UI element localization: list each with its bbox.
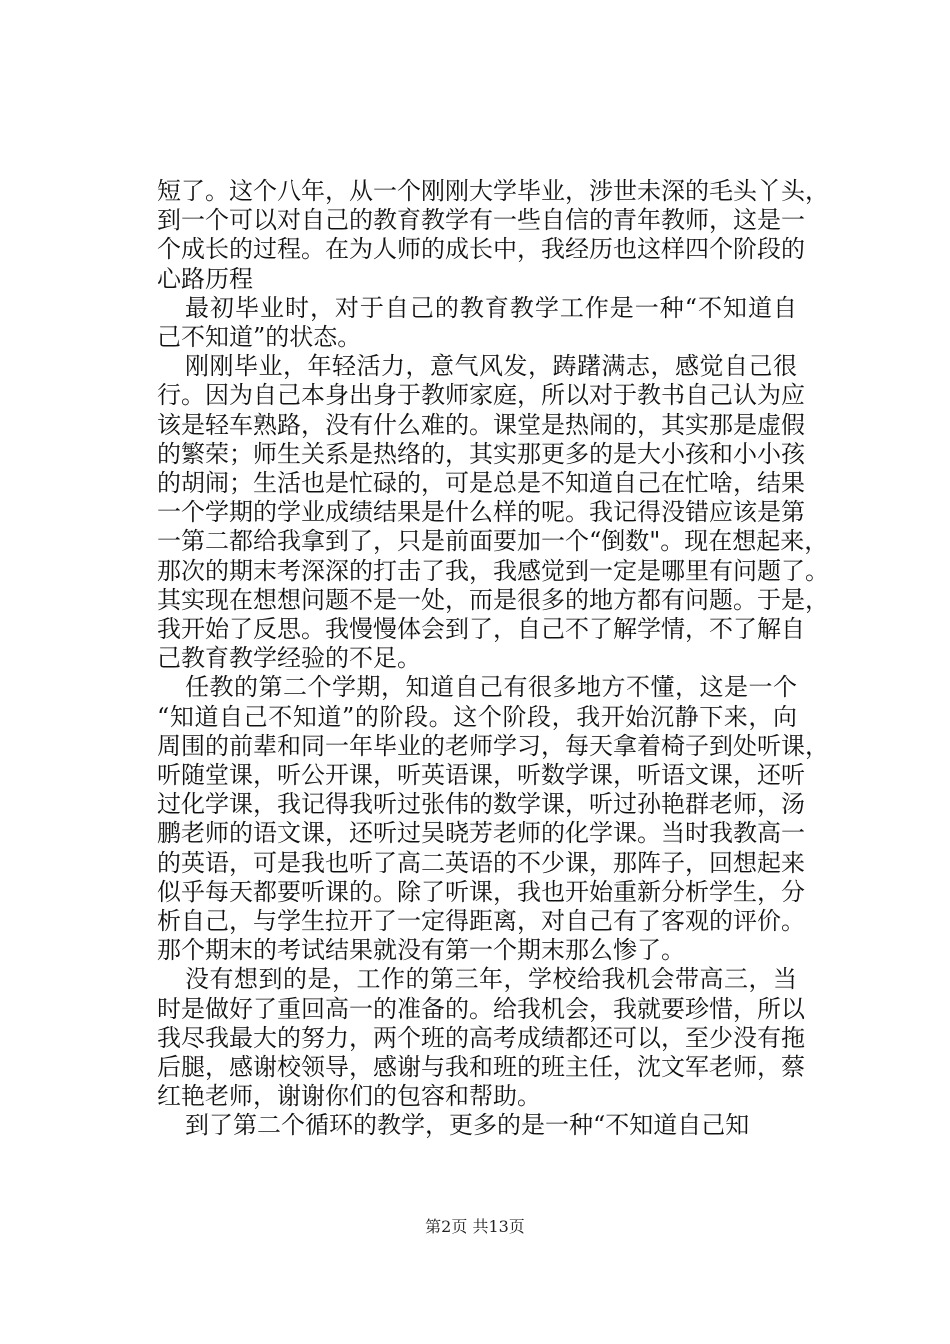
text-line: 红艳老师，谢谢你们的包容和帮助。 bbox=[157, 1082, 541, 1110]
page-number-footer: 第2页 共13页 bbox=[425, 1217, 525, 1236]
text-line: 个成长的过程。在为人师的成长中，我经历也这样四个阶段的 bbox=[157, 235, 805, 263]
text-line: “知道自己不知道”的阶段。这个阶段，我开始沉静下来，向 bbox=[157, 703, 797, 731]
text-line: 周围的前辈和同一年毕业的老师学习，每天拿着椅子到处听课， bbox=[157, 732, 829, 760]
text-line: 的胡闹；生活也是忙碌的，可是总是不知道自己在忙啥，结果 bbox=[157, 469, 805, 497]
text-line: 任教的第二个学期，知道自己有很多地方不懂，这是一个 bbox=[185, 673, 797, 701]
text-line: 短了。这个八年，从一个刚刚大学毕业，涉世未深的毛头丫头， bbox=[157, 177, 829, 205]
text-line: 行。因为自己本身出身于教师家庭，所以对于教书自己认为应 bbox=[157, 381, 805, 409]
text-line: 那次的期末考深深的打击了我，我感觉到一定是哪里有问题了。 bbox=[157, 557, 829, 585]
text-line: 到一个可以对自己的教育教学有一些自信的青年教师，这是一 bbox=[157, 206, 805, 234]
text-line: 我开始了反思。我慢慢体会到了，自己不了解学情，不了解自 bbox=[157, 615, 805, 643]
text-line: 刚刚毕业，年轻活力，意气风发，踌躇满志，感觉自己很 bbox=[185, 352, 797, 380]
text-line: 没有想到的是，工作的第三年，学校给我机会带高三，当 bbox=[185, 965, 797, 993]
text-line: 该是轻车熟路，没有什么难的。课堂是热闹的，其实那是虚假 bbox=[157, 411, 805, 439]
text-line: 的英语，可是我也听了高二英语的不少课，那阵子，回想起来 bbox=[157, 849, 805, 877]
text-line: 心路历程 bbox=[157, 265, 253, 293]
text-line: 到了第二个循环的教学，更多的是一种“不知道自己知 bbox=[185, 1111, 750, 1139]
text-line: 一第二都给我拿到了，只是前面要加一个“倒数"。现在想起来， bbox=[157, 527, 829, 555]
text-line: 其实现在想想问题不是一处，而是很多的地方都有问题。于是， bbox=[157, 586, 829, 614]
text-line: 己不知道”的状态。 bbox=[157, 323, 362, 351]
text-line: 过化学课，我记得我听过张伟的数学课，听过孙艳群老师，汤 bbox=[157, 790, 805, 818]
text-line: 最初毕业时，对于自己的教育教学工作是一种“不知道自 bbox=[185, 294, 797, 322]
text-line: 听随堂课，听公开课，听英语课，听数学课，听语文课，还听 bbox=[157, 761, 805, 789]
text-line: 鹏老师的语文课，还听过吴晓芳老师的化学课。当时我教高一 bbox=[157, 819, 805, 847]
text-line: 的繁荣；师生关系是热络的，其实那更多的是大小孩和小小孩 bbox=[157, 440, 805, 468]
text-line: 时是做好了重回高一的准备的。给我机会，我就要珍惜，所以 bbox=[157, 995, 805, 1023]
text-line: 一个学期的学业成绩结果是什么样的呢。我记得没错应该是第 bbox=[157, 498, 805, 526]
text-line: 析自己，与学生拉开了一定得距离，对自己有了客观的评价。 bbox=[157, 907, 805, 935]
text-line: 似乎每天都要听课的。除了听课，我也开始重新分析学生，分 bbox=[157, 878, 805, 906]
text-line: 那个期末的考试结果就没有第一个期末那么惨了。 bbox=[157, 936, 685, 964]
text-line: 己教育教学经验的不足。 bbox=[157, 644, 421, 672]
text-line: 后腿，感谢校领导，感谢与我和班的班主任，沈文军老师，蔡 bbox=[157, 1053, 805, 1081]
text-line: 我尽我最大的努力，两个班的高考成绩都还可以，至少没有拖 bbox=[157, 1024, 805, 1052]
